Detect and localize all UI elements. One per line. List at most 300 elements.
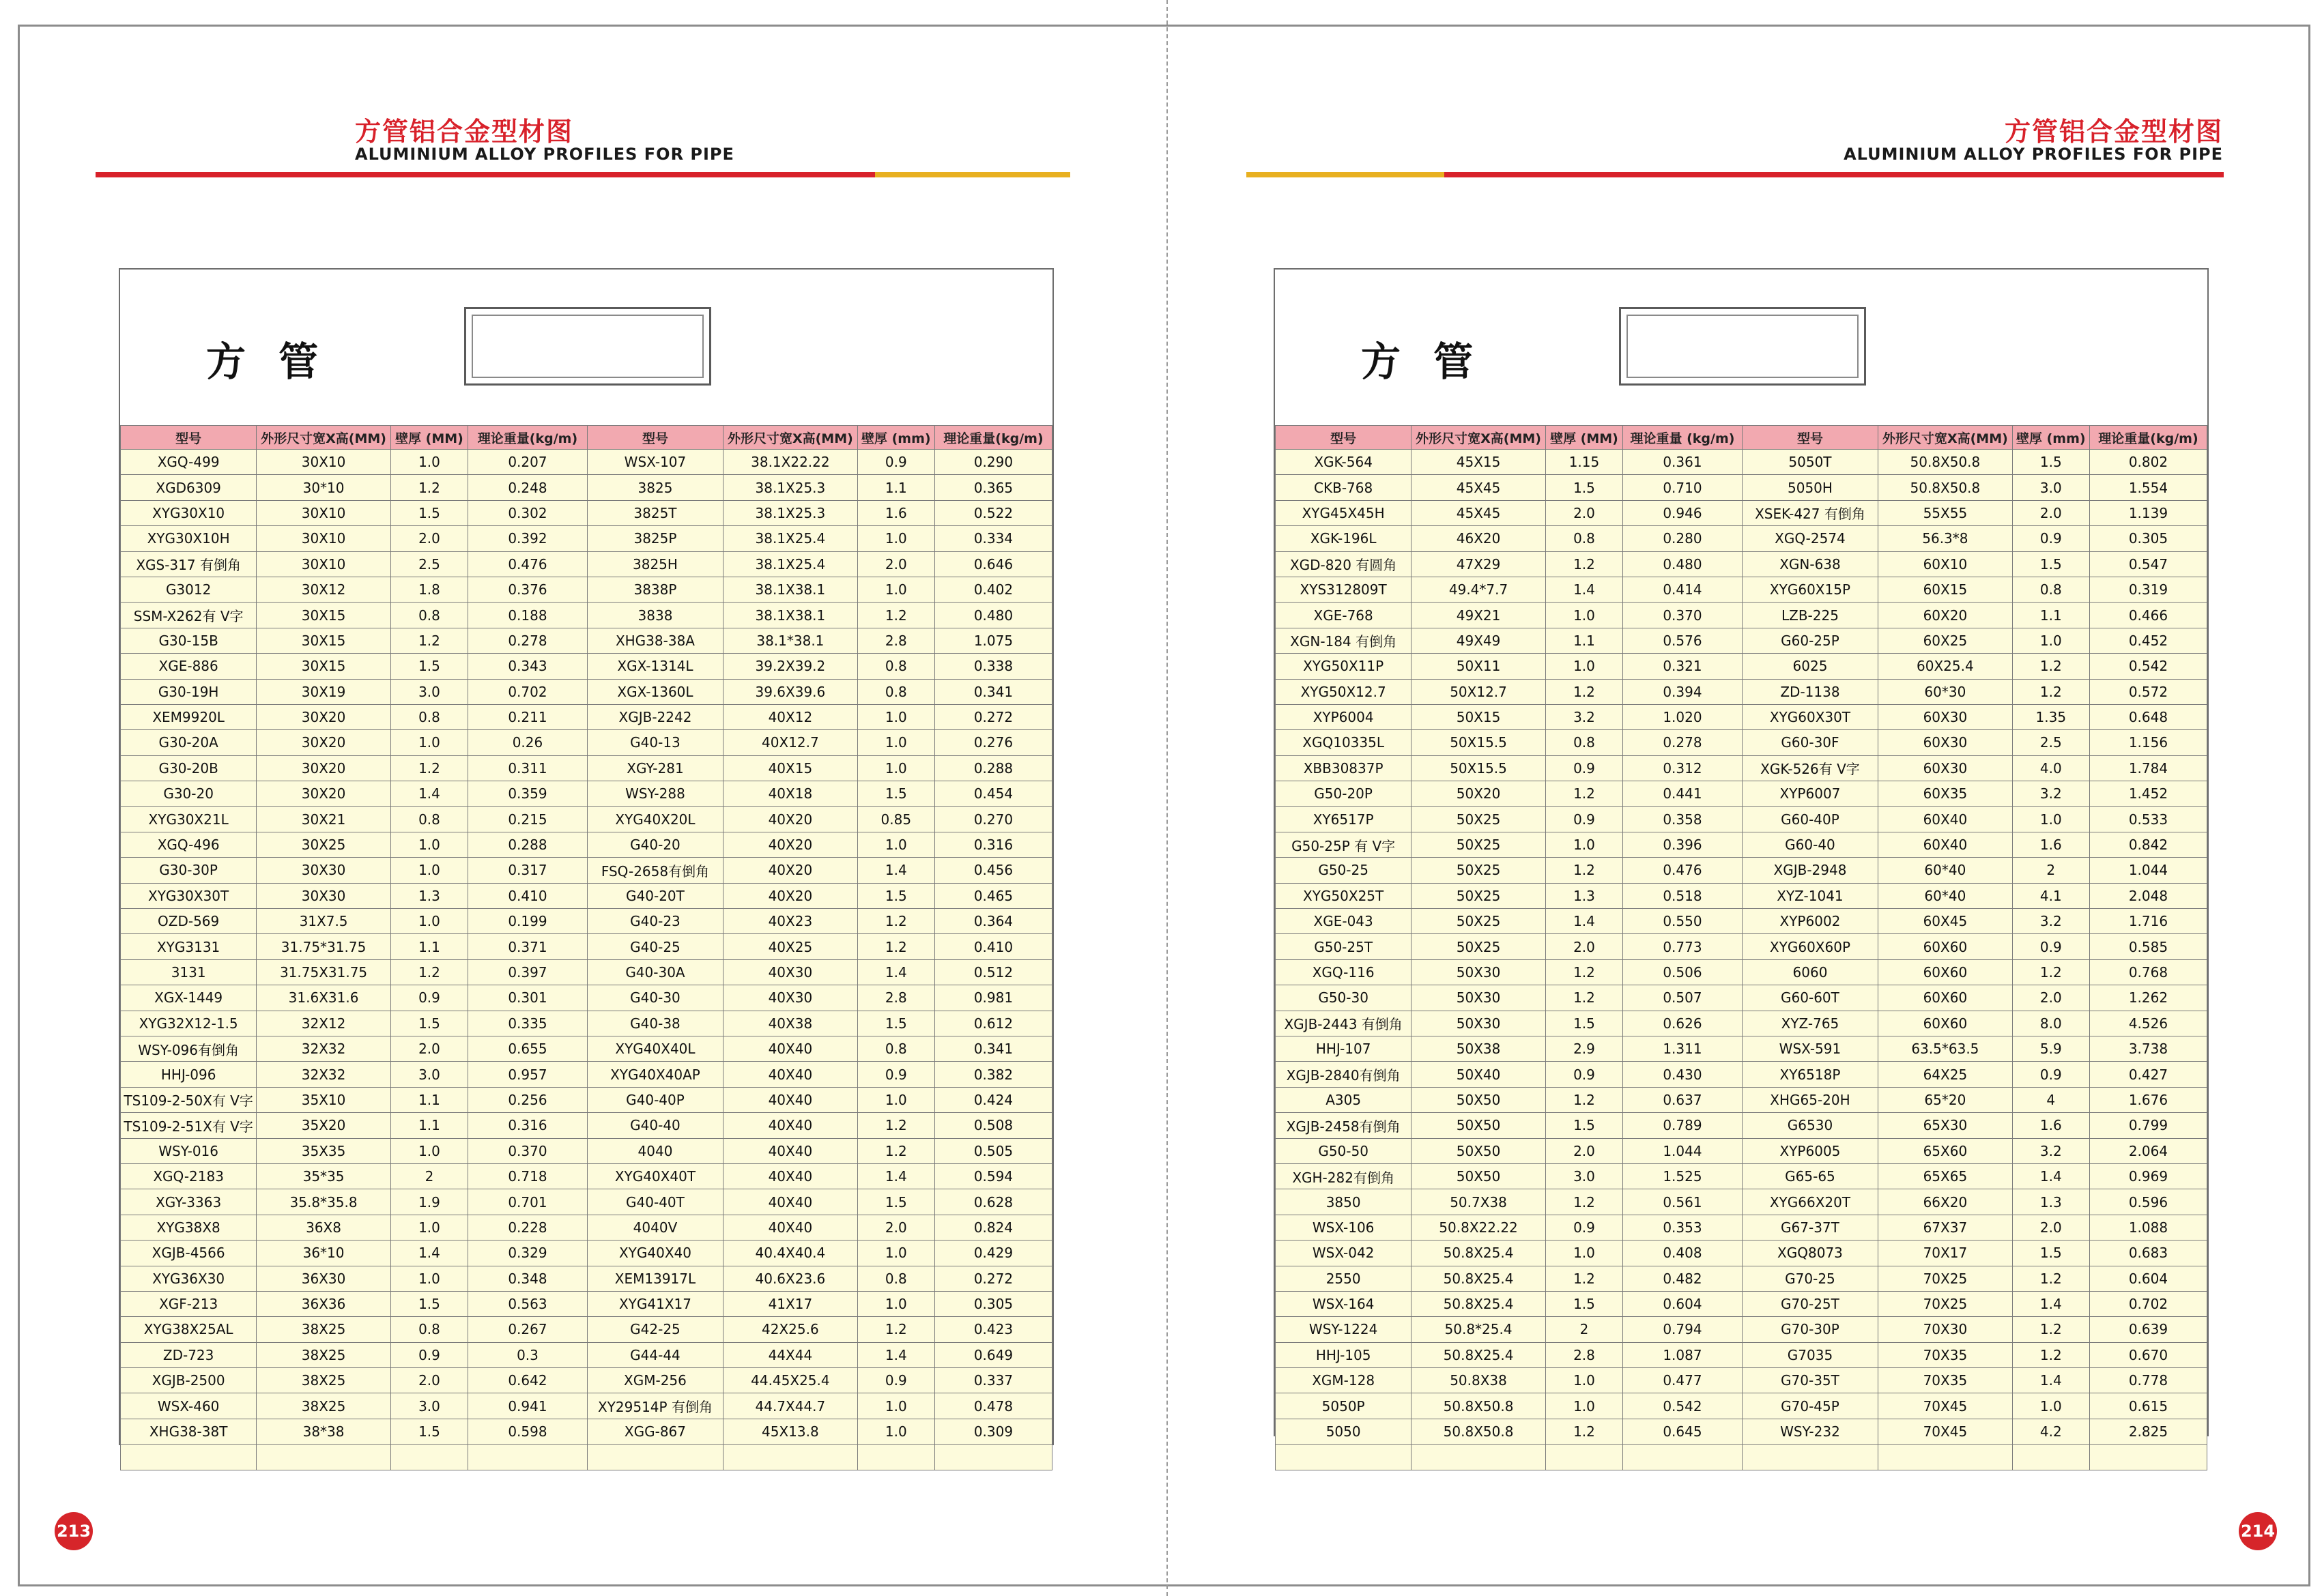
- table-cell: 4: [2012, 1087, 2089, 1112]
- table-cell: 38X25: [257, 1368, 391, 1393]
- table-cell: 0.799: [2089, 1113, 2207, 1138]
- table-cell: 1.2: [857, 603, 934, 628]
- table-cell: 0.427: [2089, 1062, 2207, 1087]
- table-cell: 60X60: [1878, 934, 2013, 959]
- table-cell: 50.8X25.4: [1411, 1240, 1546, 1266]
- table-row: [1276, 1138, 2207, 1163]
- left-spec-panel: [119, 268, 1054, 1445]
- table-cell: 1.2: [857, 1317, 934, 1342]
- table-cell: 38.1X25.3: [723, 475, 858, 500]
- table-row: [1276, 985, 2207, 1011]
- table-cell: 1.044: [2089, 858, 2207, 883]
- table-cell: 5050H: [1742, 475, 1878, 500]
- table-cell: 0.456: [934, 858, 1052, 883]
- table-cell: 30X15: [257, 603, 391, 628]
- table-cell: 1.5: [857, 1011, 934, 1036]
- table-cell: 0.290: [934, 450, 1052, 475]
- table-cell: 50X50: [1411, 1087, 1546, 1112]
- table-cell: 0.338: [934, 654, 1052, 679]
- table-cell: 0.802: [2089, 450, 2207, 475]
- table-cell: 70X35: [1878, 1342, 2013, 1367]
- table-cell: XGJB-2242: [587, 704, 723, 729]
- table-cell: 0.365: [934, 475, 1052, 500]
- table-row: [1276, 1113, 2207, 1138]
- table-cell: [1411, 1445, 1546, 1470]
- table-cell: G30-20: [121, 781, 257, 807]
- table-cell: 60X25: [1878, 628, 2013, 653]
- table-cell: 30X15: [257, 628, 391, 653]
- table-cell: 49.4*7.7: [1411, 577, 1546, 602]
- table-cell: 0.480: [1623, 551, 1743, 577]
- table-cell: 1.5: [2012, 450, 2089, 475]
- table-cell: 65X60: [1878, 1138, 2013, 1163]
- table-cell: 1.4: [2012, 1163, 2089, 1189]
- table-cell: 2.0: [390, 1368, 468, 1393]
- table-row: [121, 450, 1052, 475]
- table-cell: 0.394: [1623, 679, 1743, 704]
- table-cell: 1.0: [390, 1138, 468, 1163]
- table-cell: G30-30P: [121, 858, 257, 883]
- table-row: [121, 577, 1052, 602]
- right-header-title-cn: 方管铝合金型材图: [2004, 117, 2223, 147]
- table-cell: 1.2: [857, 934, 934, 959]
- table-cell: 1.0: [857, 1393, 934, 1419]
- table-row: [121, 909, 1052, 934]
- table-cell: XY29514P 有倒角: [587, 1393, 723, 1419]
- table-cell: 40X12: [723, 704, 858, 729]
- table-cell: 3.0: [390, 1393, 468, 1419]
- table-cell: 36X8: [257, 1215, 391, 1240]
- table-cell: 0.550: [1623, 909, 1743, 934]
- left-header-title-en: ALUMINIUM ALLOY PROFILES FOR PIPE: [355, 145, 734, 164]
- table-cell: G40-20T: [587, 883, 723, 908]
- table-cell: 1.087: [1623, 1342, 1743, 1367]
- table-cell: 2.8: [857, 628, 934, 653]
- table-row: [121, 858, 1052, 883]
- table-cell: 1.6: [857, 500, 934, 525]
- table-cell: 0.8: [857, 679, 934, 704]
- table-cell: 1.0: [857, 1291, 934, 1316]
- table-cell: XYG40X20L: [587, 807, 723, 832]
- table-cell: 32X32: [257, 1062, 391, 1087]
- table-cell: 1.0: [1545, 1393, 1622, 1419]
- table-cell: 0.648: [2089, 704, 2207, 729]
- table-cell: 3.2: [2012, 1138, 2089, 1163]
- table-cell: 0.512: [934, 959, 1052, 985]
- table-cell: 65*20: [1878, 1087, 2013, 1112]
- table-cell: G40-25: [587, 934, 723, 959]
- table-cell: 1.4: [390, 1240, 468, 1266]
- table-cell: 1.2: [857, 909, 934, 934]
- column-header: 型号: [121, 426, 257, 450]
- table-cell: XGM-128: [1276, 1368, 1411, 1393]
- table-cell: 40X20: [723, 858, 858, 883]
- table-cell: XGQ-2574: [1742, 526, 1878, 551]
- table-cell: 40X38: [723, 1011, 858, 1036]
- right-spec-panel: [1274, 268, 2209, 1440]
- table-cell: HHJ-096: [121, 1062, 257, 1087]
- table-cell: 1.0: [2012, 628, 2089, 653]
- column-header: 外形尺寸宽X高(MM): [257, 426, 391, 450]
- table-row: [1276, 1368, 2207, 1393]
- column-header: 型号: [1276, 426, 1411, 450]
- table-row: [1276, 730, 2207, 755]
- table-cell: 5050P: [1276, 1393, 1411, 1419]
- table-cell: ZD-723: [121, 1342, 257, 1367]
- table-cell: 1.4: [857, 858, 934, 883]
- table-cell: 50X50: [1411, 1163, 1546, 1189]
- table-cell: 1.554: [2089, 475, 2207, 500]
- table-cell: 3.2: [2012, 909, 2089, 934]
- table-cell: 1.3: [390, 883, 468, 908]
- table-cell: 38.1X25.3: [723, 500, 858, 525]
- table-cell: G40-40: [587, 1113, 723, 1138]
- table-cell: 1.156: [2089, 730, 2207, 755]
- table-cell: 2: [1545, 1317, 1622, 1342]
- table-cell: 30*10: [257, 475, 391, 500]
- table-cell: 50X25: [1411, 807, 1546, 832]
- table-cell: G50-20P: [1276, 781, 1411, 807]
- table-cell: 0.85: [857, 807, 934, 832]
- table-cell: 0.465: [934, 883, 1052, 908]
- table-cell: 1.4: [390, 781, 468, 807]
- table-cell: 1.1: [390, 934, 468, 959]
- table-cell: 1.5: [2012, 1240, 2089, 1266]
- table-row: [1276, 628, 2207, 653]
- table-cell: 0.476: [468, 551, 588, 577]
- table-cell: 0.604: [1623, 1291, 1743, 1316]
- table-cell: 40X40: [723, 1036, 858, 1061]
- table-cell: 0.371: [468, 934, 588, 959]
- table-row: [1276, 1189, 2207, 1215]
- table-cell: 1.2: [1545, 781, 1622, 807]
- table-cell: 1.0: [857, 730, 934, 755]
- table-cell: 1.2: [1545, 959, 1622, 985]
- table-cell: [587, 1445, 723, 1470]
- table-cell: 50X15.5: [1411, 730, 1546, 755]
- table-cell: 1.075: [934, 628, 1052, 653]
- table-row: [121, 628, 1052, 653]
- table-row: [1276, 603, 2207, 628]
- table-cell: 0.480: [934, 603, 1052, 628]
- table-cell: 1.0: [2012, 807, 2089, 832]
- table-cell: 2.0: [857, 551, 934, 577]
- table-cell: 39.6X39.6: [723, 679, 858, 704]
- table-cell: 4.1: [2012, 883, 2089, 908]
- table-row: [1276, 858, 2207, 883]
- table-cell: 40X15: [723, 755, 858, 781]
- column-header: 型号: [587, 426, 723, 450]
- table-cell: 5050: [1276, 1419, 1411, 1444]
- table-cell: 70X45: [1878, 1393, 2013, 1419]
- table-cell: 70X45: [1878, 1419, 2013, 1444]
- table-cell: 1.6: [2012, 1113, 2089, 1138]
- table-cell: XYG40X40: [587, 1240, 723, 1266]
- table-cell: 55X55: [1878, 500, 2013, 525]
- table-cell: 3825P: [587, 526, 723, 551]
- table-cell: 0.670: [2089, 1342, 2207, 1367]
- table-cell: 0.981: [934, 985, 1052, 1011]
- table-cell: 0.410: [934, 934, 1052, 959]
- table-cell: 31.6X31.6: [257, 985, 391, 1011]
- table-cell: 40X40: [723, 1062, 858, 1087]
- table-cell: 1.0: [1545, 832, 1622, 857]
- table-cell: 38.1X22.22: [723, 450, 858, 475]
- table-cell: 60*40: [1878, 883, 2013, 908]
- table-cell: 1.2: [1545, 985, 1622, 1011]
- table-cell: 0.408: [1623, 1240, 1743, 1266]
- table-cell: 1.1: [390, 1087, 468, 1112]
- table-cell: G65-65: [1742, 1163, 1878, 1189]
- table-cell: 41X17: [723, 1291, 858, 1316]
- table-cell: 0.341: [934, 1036, 1052, 1061]
- table-cell: XSEK-427 有倒角: [1742, 500, 1878, 525]
- table-cell: 3838P: [587, 577, 723, 602]
- table-cell: XYG30X30T: [121, 883, 257, 908]
- table-cell: 1.784: [2089, 755, 2207, 781]
- table-cell: 2.8: [1545, 1342, 1622, 1367]
- table-cell: 0.542: [1623, 1393, 1743, 1419]
- table-cell: 0.9: [1545, 807, 1622, 832]
- table-cell: 42X25.6: [723, 1317, 858, 1342]
- table-cell: 2: [2012, 858, 2089, 883]
- table-cell: 2.0: [857, 1215, 934, 1240]
- table-cell: 0.396: [1623, 832, 1743, 857]
- table-row: [1276, 1317, 2207, 1342]
- table-cell: 0.272: [934, 1266, 1052, 1291]
- table-cell: WSY-232: [1742, 1419, 1878, 1444]
- table-cell: 0.596: [2089, 1189, 2207, 1215]
- table-cell: XGJB-2443 有倒角: [1276, 1011, 1411, 1036]
- table-cell: 2.064: [2089, 1138, 2207, 1163]
- table-cell: 1.6: [2012, 832, 2089, 857]
- table-cell: 2.0: [2012, 985, 2089, 1011]
- table-cell: 45X45: [1411, 475, 1546, 500]
- table-cell: XYG30X10: [121, 500, 257, 525]
- table-cell: XGQ-116: [1276, 959, 1411, 985]
- table-cell: 1.2: [1545, 679, 1622, 704]
- table-cell: [1623, 1445, 1743, 1470]
- table-cell: 1.088: [2089, 1215, 2207, 1240]
- table-cell: A305: [1276, 1087, 1411, 1112]
- table-cell: 8.0: [2012, 1011, 2089, 1036]
- table-cell: 0.508: [934, 1113, 1052, 1138]
- table-cell: G60-40P: [1742, 807, 1878, 832]
- table-cell: 50.8X25.4: [1411, 1342, 1546, 1367]
- table-cell: G42-25: [587, 1317, 723, 1342]
- table-cell: 40X20: [723, 807, 858, 832]
- table-cell: 0.424: [934, 1087, 1052, 1112]
- table-cell: 1.5: [1545, 1113, 1622, 1138]
- table-cell: 0.267: [468, 1317, 588, 1342]
- table-cell: 1.0: [390, 1215, 468, 1240]
- table-row: [121, 1011, 1052, 1036]
- table-cell: 0.626: [1623, 1011, 1743, 1036]
- table-cell: 1.0: [857, 1240, 934, 1266]
- table-row: [1276, 1011, 2207, 1036]
- table-row: [1276, 807, 2207, 832]
- table-row: [1276, 1419, 2207, 1444]
- table-cell: 0.789: [1623, 1113, 1743, 1138]
- table-cell: 1.2: [2012, 654, 2089, 679]
- table-cell: 1.4: [857, 1163, 934, 1189]
- table-cell: 1.2: [1545, 1419, 1622, 1444]
- table-cell: 0.321: [1623, 654, 1743, 679]
- table-cell: 40X20: [723, 832, 858, 857]
- table-cell: 1.4: [1545, 909, 1622, 934]
- table-cell: 0.414: [1623, 577, 1743, 602]
- table-cell: 38*38: [257, 1419, 391, 1444]
- table-cell: 30X30: [257, 883, 391, 908]
- table-cell: ZD-1138: [1742, 679, 1878, 704]
- table-cell: 31.75*31.75: [257, 934, 391, 959]
- table-cell: 0.710: [1623, 475, 1743, 500]
- table-cell: 1.0: [1545, 654, 1622, 679]
- table-cell: XYP6004: [1276, 704, 1411, 729]
- table-row: [1276, 526, 2207, 551]
- table-cell: 44.7X44.7: [723, 1393, 858, 1419]
- table-cell: 50X30: [1411, 1011, 1546, 1036]
- table-cell: 0.585: [2089, 934, 2207, 959]
- table-cell: 0.278: [468, 628, 588, 653]
- table-cell: 0.9: [2012, 526, 2089, 551]
- table-cell: 0.683: [2089, 1240, 2207, 1266]
- table-cell: 49X49: [1411, 628, 1546, 653]
- table-cell: XGK-526有 V字: [1742, 755, 1878, 781]
- table-cell: 4.0: [2012, 755, 2089, 781]
- table-cell: XGS-317 有倒角: [121, 551, 257, 577]
- table-cell: 30X21: [257, 807, 391, 832]
- table-cell: XGE-768: [1276, 603, 1411, 628]
- table-cell: XY6518P: [1742, 1062, 1878, 1087]
- table-cell: 50X20: [1411, 781, 1546, 807]
- table-cell: G7035: [1742, 1342, 1878, 1367]
- table-cell: 0.718: [468, 1163, 588, 1189]
- table-cell: 66X20: [1878, 1189, 2013, 1215]
- table-cell: G50-25P 有 V字: [1276, 832, 1411, 857]
- table-cell: 1.2: [1545, 1087, 1622, 1112]
- table-cell: 0.477: [1623, 1368, 1743, 1393]
- table-cell: 38.1X38.1: [723, 577, 858, 602]
- table-cell: 70X35: [1878, 1368, 2013, 1393]
- table-cell: 1.3: [1545, 883, 1622, 908]
- table-row: [121, 551, 1052, 577]
- table-row: [121, 781, 1052, 807]
- table-cell: 0.256: [468, 1087, 588, 1112]
- table-cell: 0.642: [468, 1368, 588, 1393]
- table-row: [1276, 577, 2207, 602]
- column-header: 外形尺寸宽X高(MM): [1411, 426, 1546, 450]
- table-row: [1276, 1036, 2207, 1061]
- table-cell: 35X35: [257, 1138, 391, 1163]
- table-cell: XEM13917L: [587, 1266, 723, 1291]
- table-cell: G40-40P: [587, 1087, 723, 1112]
- table-cell: 1.0: [390, 832, 468, 857]
- right-header-title-en: ALUMINIUM ALLOY PROFILES FOR PIPE: [1844, 145, 2223, 164]
- table-cell: 1.2: [2012, 679, 2089, 704]
- table-cell: XYG40X40T: [587, 1163, 723, 1189]
- table-cell: XYG50X12.7: [1276, 679, 1411, 704]
- table-cell: 1.0: [390, 858, 468, 883]
- table-cell: 0.452: [2089, 628, 2207, 653]
- table-cell: XHG38-38A: [587, 628, 723, 653]
- table-cell: G60-30F: [1742, 730, 1878, 755]
- table-cell: 1.5: [390, 1011, 468, 1036]
- table-cell: 0.348: [468, 1266, 588, 1291]
- table-cell: 35*35: [257, 1163, 391, 1189]
- table-cell: 50X12.7: [1411, 679, 1546, 704]
- table-cell: XYS312809T: [1276, 577, 1411, 602]
- table-cell: 1.2: [390, 628, 468, 653]
- table-cell: 3.2: [2012, 781, 2089, 807]
- table-cell: XHG65-20H: [1742, 1087, 1878, 1112]
- table-cell: G3012: [121, 577, 257, 602]
- table-cell: 38.1X38.1: [723, 603, 858, 628]
- table-cell: 2.048: [2089, 883, 2207, 908]
- table-row: [121, 475, 1052, 500]
- table-cell: 36X30: [257, 1266, 391, 1291]
- table-cell: 0.637: [1623, 1087, 1743, 1112]
- table-row: [121, 1393, 1052, 1419]
- table-cell: 2.0: [2012, 500, 2089, 525]
- table-cell: WSX-107: [587, 450, 723, 475]
- table-cell: 1.1: [2012, 603, 2089, 628]
- table-cell: 50X25: [1411, 883, 1546, 908]
- left-table-header-row: [121, 426, 1052, 450]
- table-cell: XGQ-499: [121, 450, 257, 475]
- table-cell: XGY-281: [587, 755, 723, 781]
- table-cell: CKB-768: [1276, 475, 1411, 500]
- table-cell: XYG30X10H: [121, 526, 257, 551]
- table-cell: XYZ-1041: [1742, 883, 1878, 908]
- table-row: [121, 755, 1052, 781]
- table-cell: XGD6309: [121, 475, 257, 500]
- table-cell: 30X20: [257, 781, 391, 807]
- table-row: [121, 526, 1052, 551]
- table-cell: XGE-886: [121, 654, 257, 679]
- table-cell: 4.526: [2089, 1011, 2207, 1036]
- table-cell: [1742, 1445, 1878, 1470]
- table-cell: 40.4X40.4: [723, 1240, 858, 1266]
- table-cell: 40X12.7: [723, 730, 858, 755]
- table-cell: 0.533: [2089, 807, 2207, 832]
- table-cell: XGK-564: [1276, 450, 1411, 475]
- table-cell: 35.8*35.8: [257, 1189, 391, 1215]
- table-cell: 0.207: [468, 450, 588, 475]
- table-cell: G70-35T: [1742, 1368, 1878, 1393]
- table-cell: 0.334: [934, 526, 1052, 551]
- table-cell: 0.335: [468, 1011, 588, 1036]
- table-row: [1276, 704, 2207, 729]
- table-cell: 0.702: [468, 679, 588, 704]
- table-cell: 0.842: [2089, 832, 2207, 857]
- table-cell: 0.9: [1545, 755, 1622, 781]
- table-row: [121, 1215, 1052, 1240]
- table-cell: G50-25: [1276, 858, 1411, 883]
- table-cell: 6060: [1742, 959, 1878, 985]
- table-cell: 0.768: [2089, 959, 2207, 985]
- table-cell: XGY-3363: [121, 1189, 257, 1215]
- table-cell: 1.525: [1623, 1163, 1743, 1189]
- table-cell: G50-25T: [1276, 934, 1411, 959]
- table-cell: 44.45X25.4: [723, 1368, 858, 1393]
- table-cell: 0.518: [1623, 883, 1743, 908]
- table-cell: 45X13.8: [723, 1419, 858, 1444]
- table-cell: XYG36X30: [121, 1266, 257, 1291]
- table-cell: 35X20: [257, 1113, 391, 1138]
- table-cell: XYG41X17: [587, 1291, 723, 1316]
- table-cell: 0.311: [468, 755, 588, 781]
